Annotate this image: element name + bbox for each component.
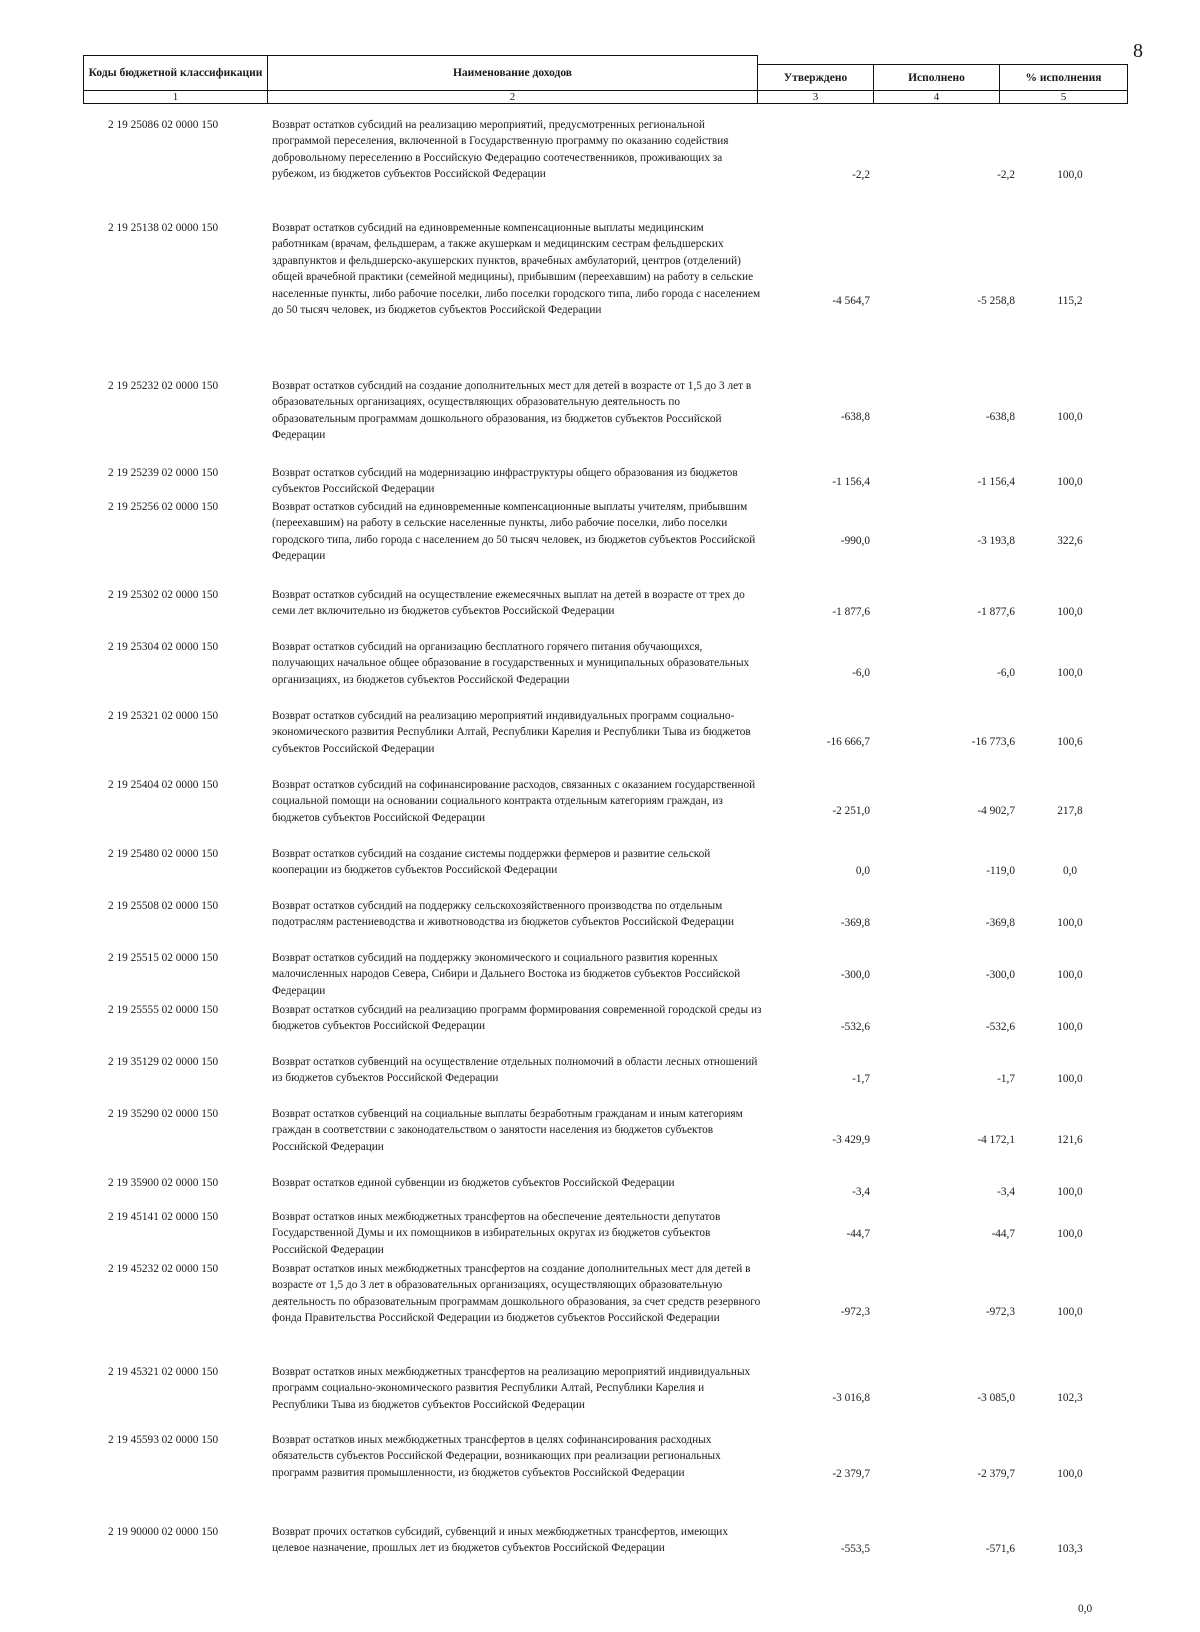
row-code: 2 19 25515 02 0000 150	[108, 952, 219, 964]
row-name: Возврат остатков субсидий на софинансирование расходов, связанных с оказанием государственной социальной помощи на основании социального контракта отдельным категориям граждан, из бюджетов субъектов Российской Федерации	[272, 779, 756, 824]
row-executed: -16 773,6	[971, 736, 1015, 748]
row-name: Возврат остатков субсидий на поддержку сельскохозяйственного производства по отдельным подотраслям растениеводства и животноводства из бюджетов субъектов Российской Федерации	[272, 900, 735, 929]
row-percent: 100,0	[1057, 1228, 1083, 1240]
row-code: 2 19 35290 02 0000 150	[108, 1108, 219, 1120]
header-num-3: 3	[757, 90, 874, 104]
row-code: 2 19 25239 02 0000 150	[108, 467, 219, 479]
header-num-1: 1	[83, 90, 268, 104]
row-executed: -5 258,8	[977, 295, 1015, 307]
row-percent: 100,0	[1057, 1073, 1083, 1085]
row-percent: 115,2	[1057, 295, 1083, 307]
row-percent: 100,0	[1057, 969, 1083, 981]
row-name: Возврат остатков субсидий на единовременные компенсационные выплаты учителям, прибывшим (переехавшим) на работу в сельские населенные пункты, либо рабочие поселки, либо поселки городского типа, либо города с населением до 50 тысяч человек, из бюджетов субъектов Российской Федерации	[272, 501, 756, 563]
row-approved: -1,7	[852, 1073, 870, 1085]
row-code: 2 19 25256 02 0000 150	[108, 501, 219, 513]
row-name: Возврат остатков субсидий на реализацию мероприятий, предусмотренных региональной программой переселения, включенной в Государственную программу по оказанию содействия добровольному переселению в Российскую Федерацию соотечественников, проживающих за рубежом, из бюджетов субъектов Российской Федерации	[272, 119, 729, 181]
row-executed: -3,4	[997, 1186, 1015, 1198]
row-percent: 322,6	[1057, 535, 1083, 547]
row-code: 2 19 25508 02 0000 150	[108, 900, 219, 912]
row-percent: 100,0	[1057, 1306, 1083, 1318]
row-code: 2 19 45232 02 0000 150	[108, 1263, 219, 1275]
row-approved: -638,8	[840, 411, 870, 423]
row-code: 2 19 35129 02 0000 150	[108, 1056, 219, 1068]
row-percent: 217,8	[1057, 805, 1083, 817]
row-approved: -4 564,7	[832, 295, 870, 307]
row-approved: -972,3	[840, 1306, 870, 1318]
row-code: 2 19 45593 02 0000 150	[108, 1434, 219, 1446]
header-approved: Утверждено	[757, 64, 874, 91]
row-name: Возврат остатков иных межбюджетных трансфертов на обеспечение деятельности депутатов Государственной Думы и их помощников в избирательных округах из бюджетов субъектов Российской Федерации	[272, 1211, 721, 1256]
row-approved: -2,2	[852, 169, 870, 181]
row-code: 2 19 25232 02 0000 150	[108, 380, 219, 392]
row-percent: 100,0	[1057, 169, 1083, 181]
row-executed: -638,8	[985, 411, 1015, 423]
row-percent: 100,0	[1057, 411, 1083, 423]
row-approved: -6,0	[852, 667, 870, 679]
row-approved: -369,8	[840, 917, 870, 929]
row-name: Возврат остатков иных межбюджетных трансфертов на реализацию мероприятий индивидуальных программ социально-экономического развития Республики Алтай, Республики Карелия и Республики Тыва из бюджетов субъектов Российской Федерации	[272, 1366, 751, 1411]
row-code: 2 19 25086 02 0000 150	[108, 119, 219, 131]
row-name: Возврат остатков субсидий на единовременные компенсационные выплаты медицинским работникам (врачам, фельдшерам, а также акушеркам и медицинским сестрам фельдшерских здравпунктов и фельдшерско-акушерских пунктов, врачебных амбулаторий, центров (отделений) общей врачебной практики (семейной медицины), прибывшим (переехавшим) на работу в сельские населенные пункты, либо рабочие поселки, либо поселки городского типа, либо города с населением до 50 тысяч человек, из бюджетов субъектов Российской Федерации	[272, 222, 761, 317]
row-executed: -532,6	[985, 1021, 1015, 1033]
row-code: 2 19 45141 02 0000 150	[108, 1211, 219, 1223]
row-percent: 100,0	[1057, 917, 1083, 929]
row-executed: -300,0	[985, 969, 1015, 981]
row-approved: -1 156,4	[832, 476, 870, 488]
row-approved: 0,0	[855, 865, 870, 877]
row-approved: -2 379,7	[832, 1468, 870, 1480]
row-code: 2 19 25138 02 0000 150	[108, 222, 219, 234]
row-executed: -1,7	[997, 1073, 1015, 1085]
row-executed: -4 172,1	[977, 1134, 1015, 1146]
row-executed: -1 877,6	[977, 606, 1015, 618]
row-executed: -3 193,8	[977, 535, 1015, 547]
row-percent: 100,6	[1057, 736, 1083, 748]
row-code: 2 19 25480 02 0000 150	[108, 848, 219, 860]
page-number: 8	[1133, 40, 1143, 62]
row-executed: -972,3	[985, 1306, 1015, 1318]
row-approved: -3 429,9	[832, 1134, 870, 1146]
row-name: Возврат остатков субсидий на организацию бесплатного горячего питания обучающихся, получающих начальное общее образование в государственных и муниципальных образовательных организациях, из бюджетов субъектов Российской Федерации	[272, 641, 750, 686]
header-executed: Исполнено	[873, 64, 1000, 91]
row-executed: -2,2	[997, 169, 1015, 181]
row-name: Возврат остатков субсидий на модернизацию инфраструктуры общего образования из бюджетов субъектов Российской Федерации	[272, 467, 738, 496]
row-approved: -44,7	[846, 1228, 870, 1240]
row-name: Возврат остатков единой субвенции из бюджетов субъектов Российской Федерации	[272, 1177, 675, 1189]
row-percent: 0,0	[1062, 865, 1078, 877]
row-executed: -44,7	[991, 1228, 1015, 1240]
row-name: Возврат остатков субвенций на осуществление отдельных полномочий в области лесных отношений из бюджетов субъектов Российской Федерации	[272, 1056, 758, 1085]
row-executed: -3 085,0	[977, 1392, 1015, 1404]
row-approved: -1 877,6	[832, 606, 870, 618]
row-percent: 121,6	[1057, 1134, 1083, 1146]
header-num-2: 2	[267, 90, 758, 104]
row-approved: -3 016,8	[832, 1392, 870, 1404]
row-name: Возврат остатков иных межбюджетных трансфертов в целях софинансирования расходных обязательств субъектов Российской Федерации, возникающих при реализации региональных программ развития промышленности, из бюджетов субъектов Российской Федерации	[272, 1434, 721, 1479]
row-name: Возврат остатков субсидий на реализацию мероприятий индивидуальных программ социально-экономического развития Республики Алтай, Республики Карелия и Республики Тыва из бюджетов субъектов Российской Федерации	[272, 710, 751, 755]
row-percent: 100,0	[1057, 1186, 1083, 1198]
row-approved: -3,4	[852, 1186, 870, 1198]
row-name: Возврат прочих остатков субсидий, субвенций и иных межбюджетных трансфертов, имеющих целевое назначение, прошлых лет из бюджетов субъектов Российской Федерации	[272, 1526, 728, 1555]
row-name: Возврат остатков субсидий на реализацию программ формирования современной городской среды из бюджетов субъектов Российской Федерации	[272, 1004, 762, 1033]
row-percent: 102,3	[1057, 1392, 1083, 1404]
row-code: 2 19 25404 02 0000 150	[108, 779, 219, 791]
header-name: Наименование доходов	[267, 55, 758, 91]
row-code: 2 19 45321 02 0000 150	[108, 1366, 219, 1378]
header-num-5: 5	[999, 90, 1128, 104]
row-percent: 100,0	[1057, 667, 1083, 679]
row-percent: 100,0	[1057, 1021, 1083, 1033]
row-percent: 100,0	[1057, 606, 1083, 618]
header-num-4: 4	[873, 90, 1000, 104]
row-approved: -2 251,0	[832, 805, 870, 817]
row-executed: -369,8	[985, 917, 1015, 929]
header-percent: % исполнения	[999, 64, 1128, 91]
row-executed: -119,0	[986, 865, 1015, 877]
row-approved: -532,6	[840, 1021, 870, 1033]
header-codes: Коды бюджетной классификации	[83, 55, 268, 91]
footnote-value: 0,0	[1078, 1603, 1093, 1615]
row-approved: -300,0	[840, 969, 870, 981]
row-code: 2 19 25555 02 0000 150	[108, 1004, 219, 1016]
row-code: 2 19 25304 02 0000 150	[108, 641, 219, 653]
row-percent: 100,0	[1057, 1468, 1083, 1480]
row-name: Возврат остатков субсидий на поддержку экономического и социального развития коренных малочисленных народов Севера, Сибири и Дальнего Востока из бюджетов субъектов Российской Федерации	[272, 952, 741, 997]
row-code: 2 19 90000 02 0000 150	[108, 1526, 219, 1538]
row-executed: -2 379,7	[977, 1468, 1015, 1480]
row-name: Возврат остатков субвенций на социальные выплаты безработным гражданам и иным категориям граждан в соответствии с законодательством о занятости населения из бюджетов субъектов Российской Федерации	[272, 1108, 743, 1153]
row-executed: -6,0	[997, 667, 1015, 679]
row-name: Возврат остатков субсидий на создание дополнительных мест для детей в возрасте от 1,5 до 3 лет в образовательных организациях, осуществляющих образовательную деятельность по образовательным программам дошкольного образования, из бюджетов субъектов Российской Федерации	[272, 380, 752, 442]
row-name: Возврат остатков иных межбюджетных трансфертов на создание дополнительных мест для детей в возрасте от 1,5 до 3 лет в образовательных организациях, осуществляющих образовательную деятельность по образовательным программам дошкольного образования, за счет средств резервного фонда Правительства Российской Федерации из бюджетов субъектов Российской Федерации	[272, 1263, 761, 1325]
row-name: Возврат остатков субсидий на создание системы поддержки фермеров и развитие сельской кооперации из бюджетов субъектов Российской Федерации	[272, 848, 711, 877]
row-percent: 100,0	[1057, 476, 1083, 488]
row-percent: 103,3	[1057, 1543, 1083, 1555]
row-executed: -4 902,7	[977, 805, 1015, 817]
row-code: 2 19 25321 02 0000 150	[108, 710, 219, 722]
row-executed: -571,6	[985, 1543, 1015, 1555]
row-executed: -1 156,4	[977, 476, 1015, 488]
row-approved: -16 666,7	[826, 736, 870, 748]
row-approved: -553,5	[840, 1543, 870, 1555]
row-code: 2 19 25302 02 0000 150	[108, 589, 219, 601]
row-name: Возврат остатков субсидий на осуществление ежемесячных выплат на детей в возрасте от трех до семи лет включительно из бюджетов субъектов Российской Федерации	[272, 589, 745, 618]
row-code: 2 19 35900 02 0000 150	[108, 1177, 219, 1189]
row-approved: -990,0	[840, 535, 870, 547]
